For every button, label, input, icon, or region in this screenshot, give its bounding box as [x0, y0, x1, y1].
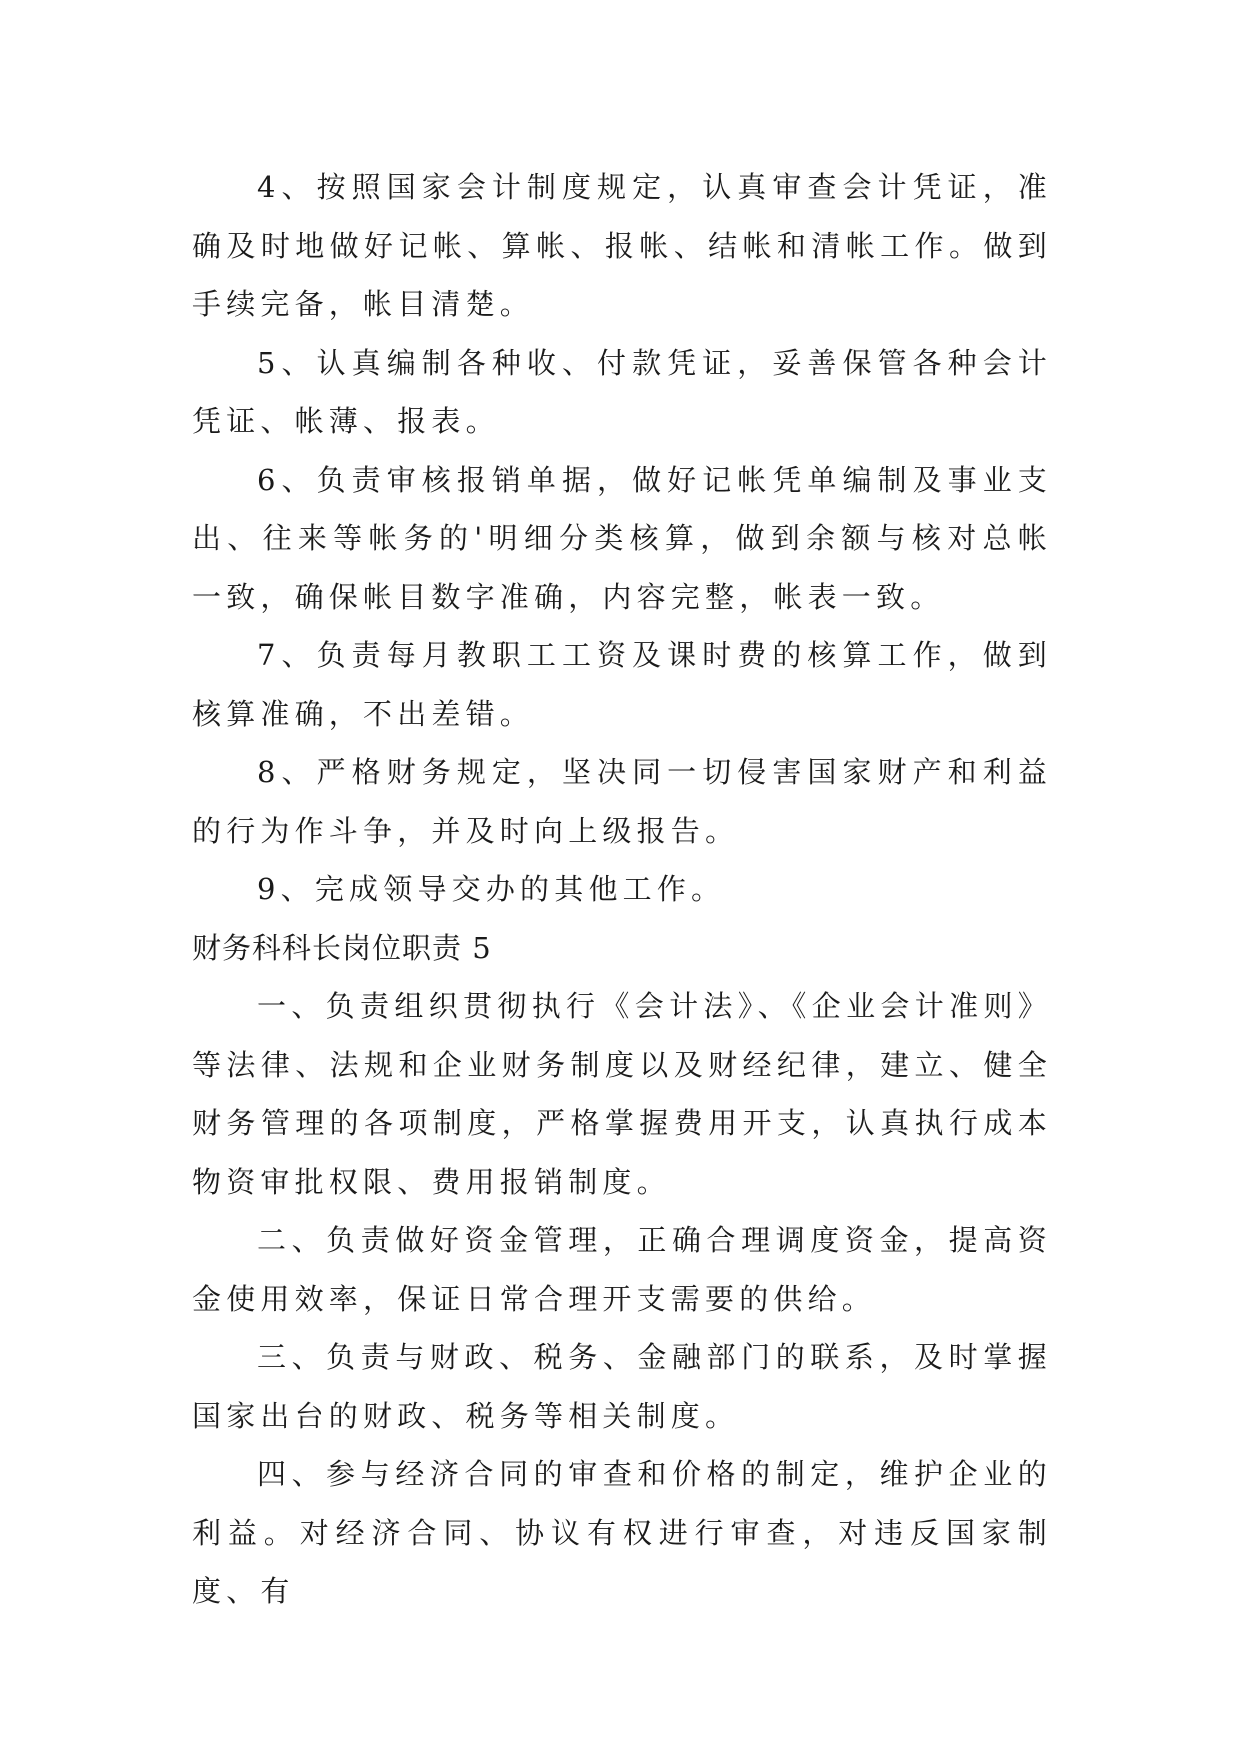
paragraph-item-7: 7、负责每月教职工工资及课时费的核算工作，做到核算准确，不出差错。: [192, 638, 1052, 731]
document-body: [192, 158, 1052, 1621]
paragraph-duty-1: 一、负责组织贯彻执行《会计法》、《企业会计准则》等法律、法规和企业财务制度以及财经纪律，建立、健全财务管理的各项制度，严格掌握费用开支，认真执行成本物资审批权限、费用报销制度。: [192, 989, 1052, 1199]
paragraph-duty-4: 四、参与经济合同的审查和价格的制定，维护企业的利益。对经济合同、协议有权进行审查，对违反国家制度、有: [192, 1457, 1052, 1608]
section-heading: 财务科科长岗位职责 5: [192, 930, 492, 965]
paragraph-item-4: 4、按照国家会计制度规定，认真审查会计凭证，准确及时地做好记帐、算帐、报帐、结帐和清帐工作。做到手续完备，帐目清楚。: [192, 170, 1052, 321]
paragraph-duty-3: 三、负责与财政、税务、金融部门的联系，及时掌握国家出台的财政、税务等相关制度。: [192, 1340, 1052, 1433]
paragraph-item-8: 8、严格财务规定，坚决同一切侵害国家财产和利益的行为作斗争，并及时向上级报告。: [192, 755, 1052, 848]
paragraph-item-5: 5、认真编制各种收、付款凭证，妥善保管各种会计凭证、帐薄、报表。: [192, 345, 1052, 438]
paragraph-item-9: 9、完成领导交办的其他工作。: [257, 872, 726, 906]
paragraph-item-6: 6、负责审核报销单据，做好记帐凭单编制及事业支出、往来等帐务的'明细分类核算，做到余额与核对总帐一致，确保帐目数字准确，内容完整，帐表一致。: [192, 462, 1052, 614]
paragraph-duty-2: 二、负责做好资金管理，正确合理调度资金，提高资金使用效率，保证日常合理开支需要的供给。: [192, 1223, 1052, 1316]
